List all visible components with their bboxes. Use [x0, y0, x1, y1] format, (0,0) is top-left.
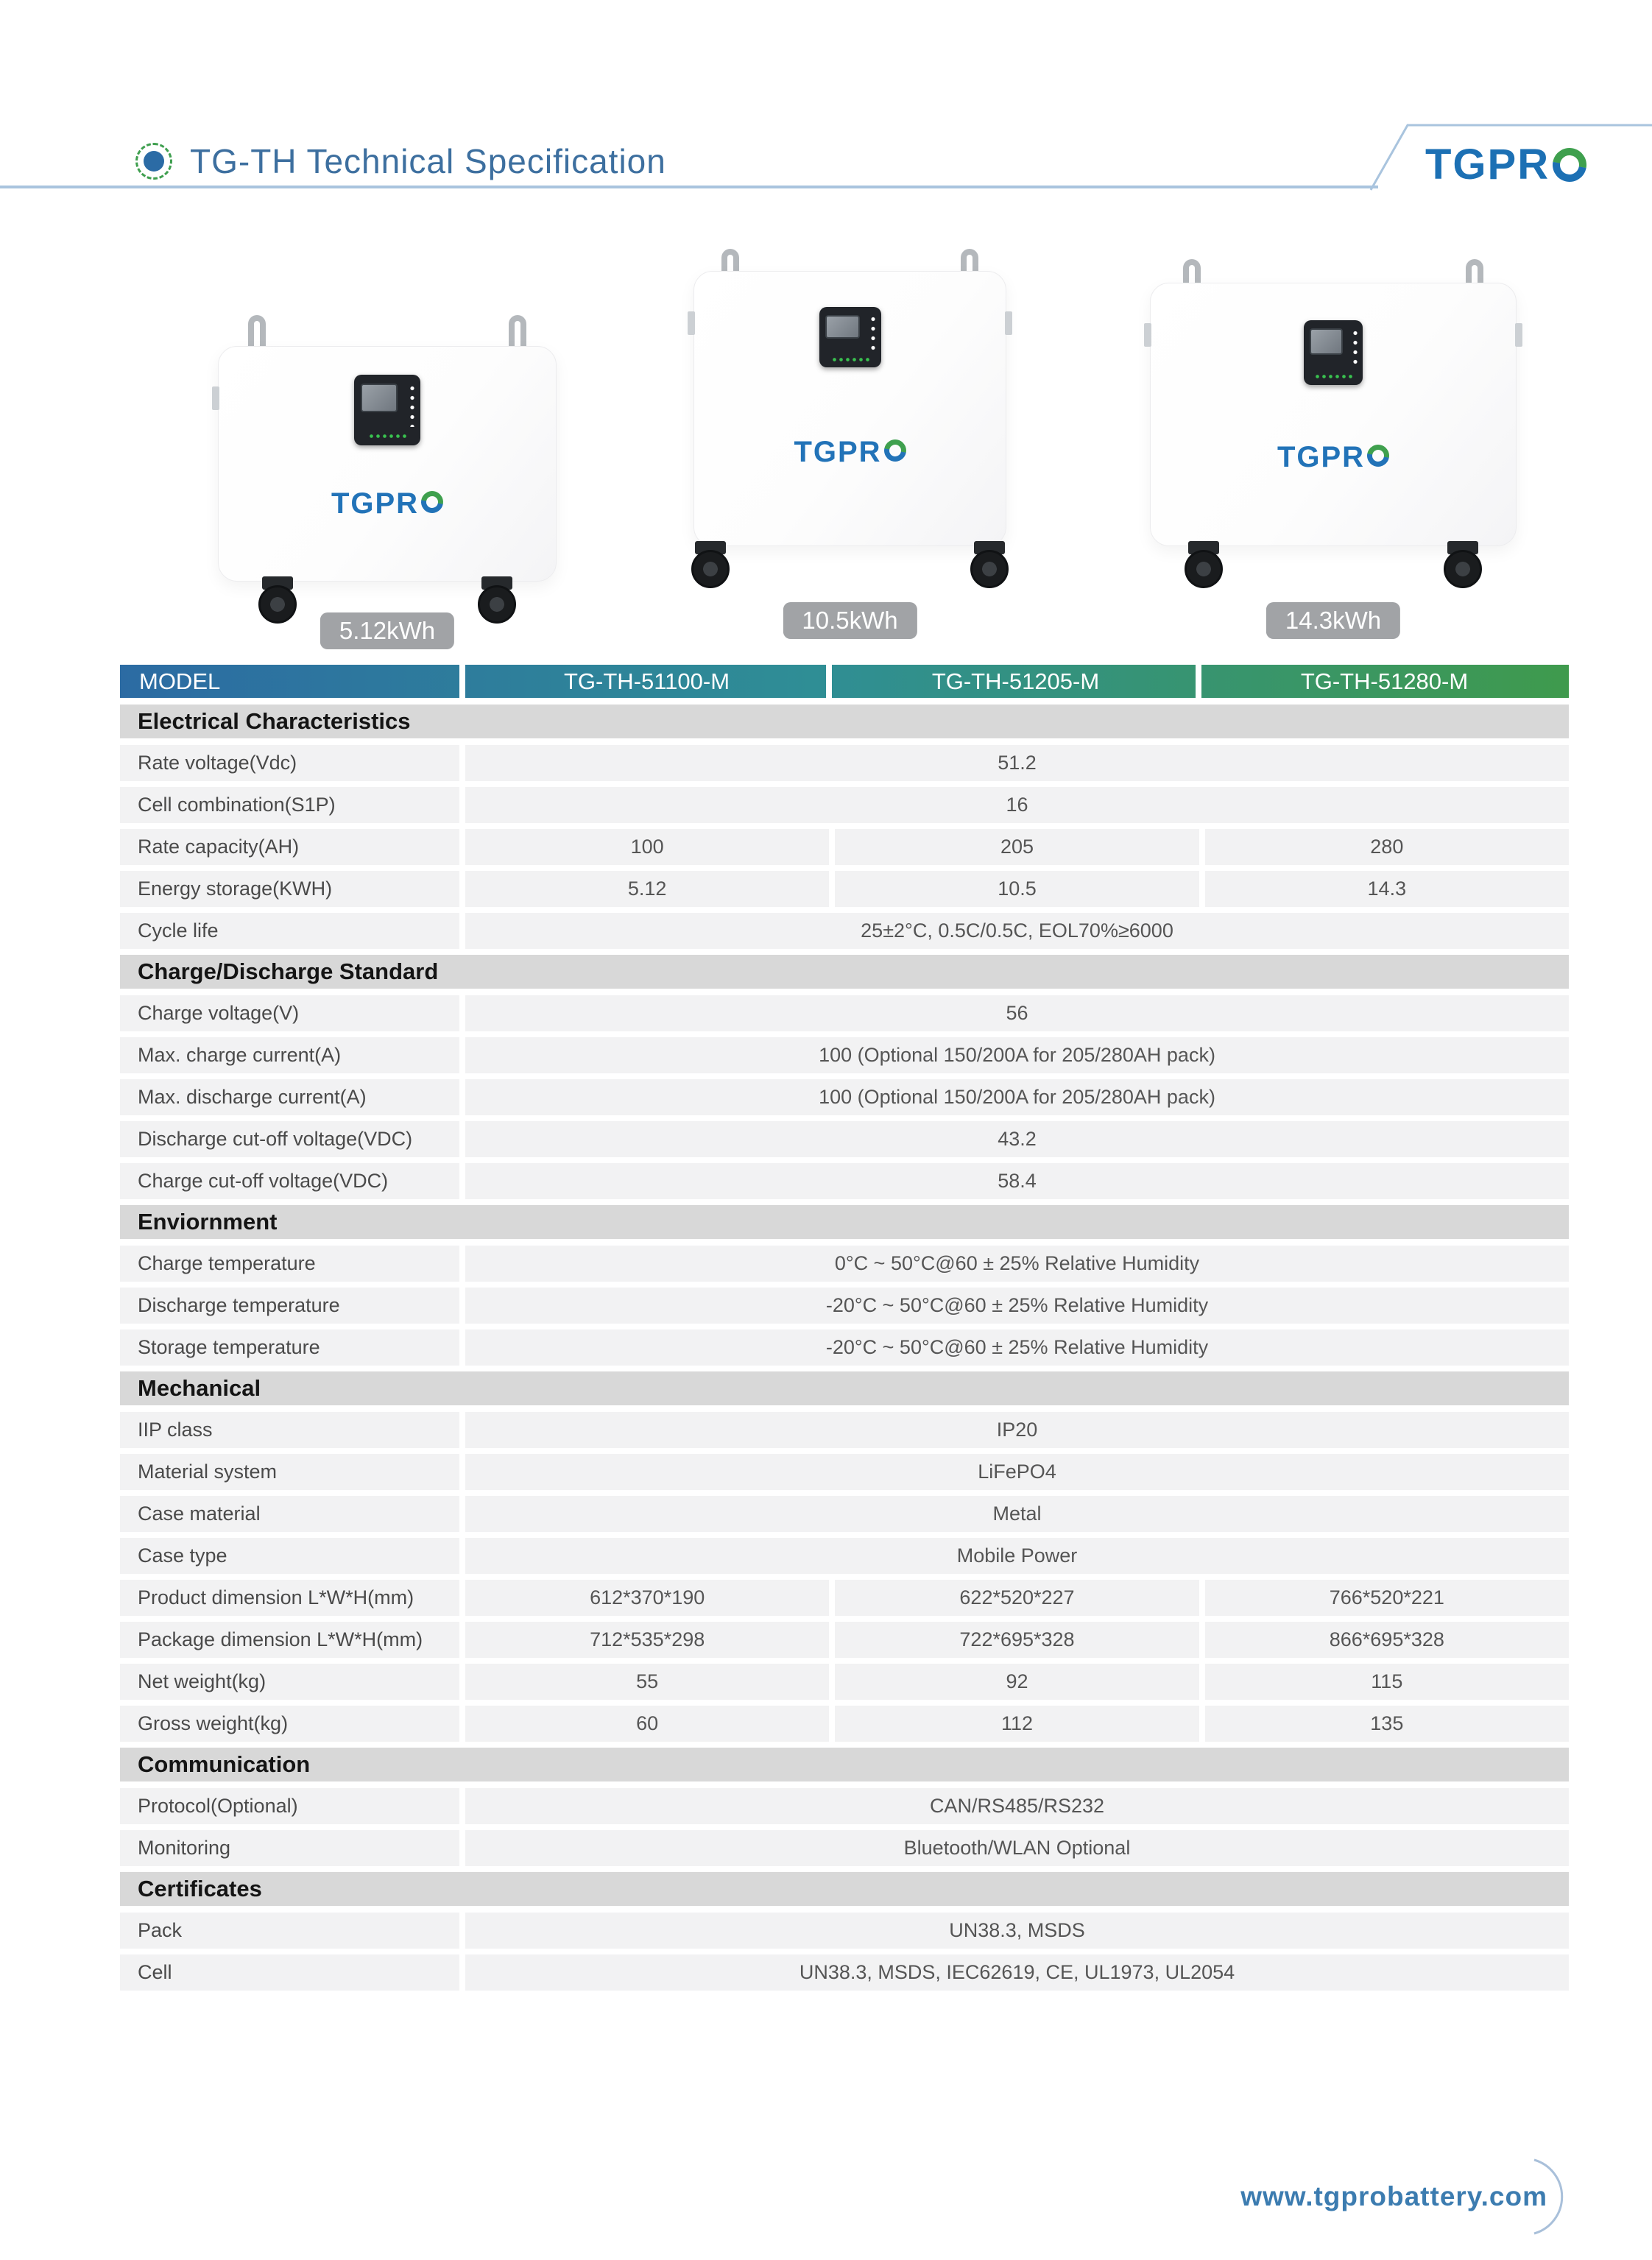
spec-value: IP20 — [465, 1412, 1569, 1448]
spec-row — [120, 1246, 1569, 1282]
spec-value: Mobile Power — [465, 1538, 1569, 1574]
spec-value: 10.5 — [835, 871, 1199, 907]
product-logo — [219, 487, 556, 520]
spec-value: 866*695*328 — [1205, 1622, 1569, 1658]
section-header: Enviornment — [120, 1205, 1569, 1239]
spec-row — [120, 1121, 1569, 1157]
spec-row — [120, 1954, 1569, 1991]
page-title: TG-TH Technical Specification — [190, 142, 666, 180]
side-lug-icon — [1515, 323, 1522, 347]
spec-label: Cell — [120, 1954, 459, 1991]
model-header-row — [120, 665, 1569, 698]
spec-row — [120, 1079, 1569, 1115]
spec-value: 712*535*298 — [465, 1622, 829, 1658]
product-logo — [1151, 441, 1516, 474]
spec-value: -20°C ~ 50°C@60 ± 25% Relative Humidity — [465, 1329, 1569, 1366]
product-logo-text: TGPR — [794, 436, 882, 469]
spec-label: Net weight(kg) — [120, 1664, 459, 1700]
spec-label: Cycle life — [120, 913, 459, 949]
column-separator — [1196, 665, 1201, 698]
spec-value: 280 — [1205, 829, 1569, 865]
display-screen — [361, 384, 398, 412]
spec-label: Pack — [120, 1913, 459, 1949]
spec-label: Max. charge current(A) — [120, 1037, 459, 1073]
control-panel — [819, 307, 881, 367]
spec-label: Rate capacity(AH) — [120, 829, 459, 865]
spec-value: LiFePO4 — [465, 1454, 1569, 1490]
status-leds-icon — [368, 434, 406, 439]
capacity-badge: 10.5kWh — [783, 602, 917, 639]
spec-row — [120, 1580, 1569, 1616]
spec-value: UN38.3, MSDS — [465, 1913, 1569, 1949]
caster-wheel-icon — [1442, 541, 1483, 588]
spec-row — [120, 1163, 1569, 1199]
spec-value: 100 (Optional 150/200A for 205/280AH pack) — [465, 1037, 1569, 1073]
control-panel — [354, 375, 420, 445]
spec-value: 100 (Optional 150/200A for 205/280AH pack) — [465, 1079, 1569, 1115]
spec-value: 0°C ~ 50°C@60 ± 25% Relative Humidity — [465, 1246, 1569, 1282]
spec-value: CAN/RS485/RS232 — [465, 1788, 1569, 1824]
spec-row — [120, 1706, 1569, 1742]
spec-value: 115 — [1205, 1664, 1569, 1700]
spec-value: 58.4 — [465, 1163, 1569, 1199]
capacity-badge: 14.3kWh — [1266, 602, 1400, 639]
spec-value: 56 — [465, 995, 1569, 1031]
display-screen — [1310, 328, 1343, 354]
spec-row — [120, 1288, 1569, 1324]
spec-label: Charge voltage(V) — [120, 995, 459, 1031]
model-name: TG-TH-51280-M — [1300, 668, 1469, 694]
spec-value: 622*520*227 — [835, 1580, 1199, 1616]
spec-row — [120, 1037, 1569, 1073]
spec-value: Metal — [465, 1496, 1569, 1532]
spec-value: 766*520*221 — [1205, 1580, 1569, 1616]
control-panel — [1304, 320, 1363, 385]
spec-label: Product dimension L*W*H(mm) — [120, 1580, 459, 1616]
spec-row — [120, 1538, 1569, 1574]
website-url: www.tgprobattery.com — [1240, 2181, 1547, 2211]
caster-wheel-icon — [257, 576, 298, 624]
model-name: TG-TH-51205-M — [931, 668, 1100, 694]
spec-rows — [120, 705, 1569, 1991]
side-lug-icon — [212, 386, 219, 410]
battery-cabinet — [693, 271, 1006, 546]
model-header-label: MODEL — [139, 668, 221, 694]
spec-value: 16 — [465, 787, 1569, 823]
product-logo-o-icon — [417, 487, 448, 518]
side-lug-icon — [688, 311, 695, 335]
spec-table — [120, 665, 1569, 1996]
spec-label: Material system — [120, 1454, 459, 1490]
spec-label: Case type — [120, 1538, 459, 1574]
spec-label: Cell combination(S1P) — [120, 787, 459, 823]
section-header: Charge/Discharge Standard — [120, 955, 1569, 989]
spec-value: UN38.3, MSDS, IEC62619, CE, UL1973, UL2054 — [465, 1954, 1569, 1991]
section-header: Electrical Characteristics — [120, 705, 1569, 738]
spec-row — [120, 995, 1569, 1031]
led-indicators-icon — [409, 384, 415, 428]
brand-logo-o-icon — [1546, 141, 1593, 188]
spec-value: 92 — [835, 1664, 1199, 1700]
spec-label: Max. discharge current(A) — [120, 1079, 459, 1115]
led-indicators-icon — [870, 314, 876, 352]
section-header: Mechanical — [120, 1371, 1569, 1405]
product-logo — [694, 436, 1006, 469]
spec-value: 60 — [465, 1706, 829, 1742]
status-leds-icon — [831, 357, 869, 362]
caster-wheel-icon — [1183, 541, 1224, 588]
spec-label: Protocol(Optional) — [120, 1788, 459, 1824]
spec-label: Package dimension L*W*H(mm) — [120, 1622, 459, 1658]
spec-value: 100 — [465, 829, 829, 865]
spec-row — [120, 1454, 1569, 1490]
section-header: Certificates — [120, 1872, 1569, 1906]
spec-label: Rate voltage(Vdc) — [120, 745, 459, 781]
spec-row — [120, 1496, 1569, 1532]
spec-row — [120, 1622, 1569, 1658]
spec-row — [120, 1664, 1569, 1700]
spec-row — [120, 913, 1569, 949]
product-logo-o-icon — [1363, 440, 1394, 471]
bullet-dot-icon — [135, 143, 172, 180]
capacity-badge: 5.12kWh — [320, 612, 454, 649]
spec-label: IIP class — [120, 1412, 459, 1448]
spec-value: 612*370*190 — [465, 1580, 829, 1616]
column-separator — [459, 665, 465, 698]
spec-value: 5.12 — [465, 871, 829, 907]
product-unit-14kwh — [1150, 259, 1517, 634]
page-header — [135, 141, 666, 181]
spec-row — [120, 1329, 1569, 1366]
spec-row — [120, 745, 1569, 781]
display-screen — [825, 315, 860, 339]
side-lug-icon — [1005, 311, 1012, 335]
page-footer — [1240, 2155, 1578, 2238]
spec-label: Discharge temperature — [120, 1288, 459, 1324]
product-logo-text: TGPR — [331, 487, 420, 520]
spec-value: -20°C ~ 50°C@60 ± 25% Relative Humidity — [465, 1288, 1569, 1324]
caster-wheel-icon — [690, 541, 731, 588]
battery-cabinet — [218, 346, 557, 582]
spec-value: 135 — [1205, 1706, 1569, 1742]
spec-row — [120, 871, 1569, 907]
product-unit-10kwh — [693, 249, 1006, 634]
spec-row — [120, 1830, 1569, 1866]
product-logo-text: TGPR — [1277, 440, 1366, 473]
spec-row — [120, 1412, 1569, 1448]
footer-arc-icon — [1525, 2155, 1578, 2238]
spec-label: Charge cut-off voltage(VDC) — [120, 1163, 459, 1199]
model-name: TG-TH-51100-M — [563, 668, 730, 694]
spec-value: 25±2°C, 0.5C/0.5C, EOL70%≥6000 — [465, 913, 1569, 949]
spec-value: 722*695*328 — [835, 1622, 1199, 1658]
spec-label: Storage temperature — [120, 1329, 459, 1366]
spec-label: Energy storage(KWH) — [120, 871, 459, 907]
header-rule — [0, 186, 1378, 188]
spec-value: 51.2 — [465, 745, 1569, 781]
section-header: Communication — [120, 1748, 1569, 1781]
led-indicators-icon — [1352, 328, 1358, 369]
spec-value: 43.2 — [465, 1121, 1569, 1157]
product-unit-5kwh — [218, 315, 557, 644]
spec-value: 205 — [835, 829, 1199, 865]
spec-row — [120, 829, 1569, 865]
spec-value: 14.3 — [1205, 871, 1569, 907]
brand-logo — [1425, 140, 1586, 189]
spec-row — [120, 787, 1569, 823]
spec-label: Charge temperature — [120, 1246, 459, 1282]
spec-value: 55 — [465, 1664, 829, 1700]
spec-label: Gross weight(kg) — [120, 1706, 459, 1742]
caster-wheel-icon — [476, 576, 518, 624]
spec-label: Discharge cut-off voltage(VDC) — [120, 1121, 459, 1157]
product-logo-o-icon — [880, 435, 911, 466]
column-separator — [826, 665, 832, 698]
brand-logo-text: TGPR — [1425, 141, 1550, 188]
spec-label: Case material — [120, 1496, 459, 1532]
caster-wheel-icon — [969, 541, 1010, 588]
status-leds-icon — [1314, 374, 1352, 379]
spec-row — [120, 1913, 1569, 1949]
spec-value: Bluetooth/WLAN Optional — [465, 1830, 1569, 1866]
spec-row — [120, 1788, 1569, 1824]
battery-cabinet — [1150, 283, 1517, 546]
spec-label: Monitoring — [120, 1830, 459, 1866]
spec-value: 112 — [835, 1706, 1199, 1742]
side-lug-icon — [1144, 323, 1151, 347]
